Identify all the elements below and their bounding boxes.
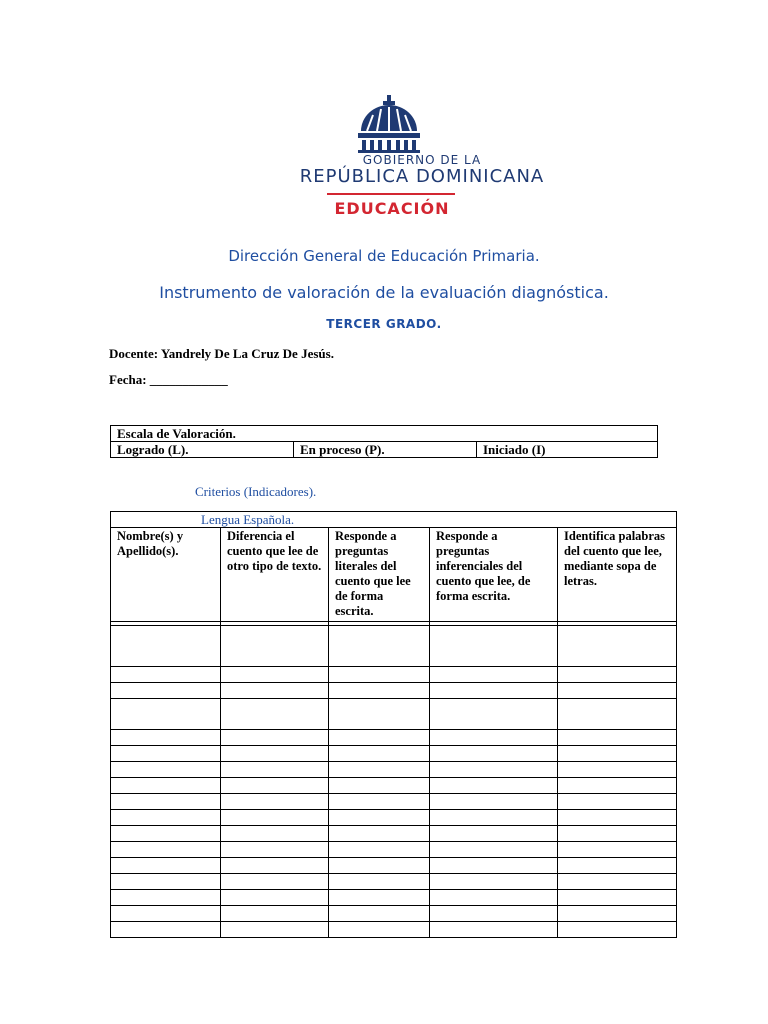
student-cell <box>111 810 221 826</box>
grado-heading: TERCER GRADO. <box>326 317 442 331</box>
student-cell <box>558 730 677 746</box>
student-cell <box>111 778 221 794</box>
student-cell <box>111 858 221 874</box>
student-cell <box>558 794 677 810</box>
student-cell <box>430 906 558 922</box>
student-cell <box>329 906 430 922</box>
student-cell <box>430 842 558 858</box>
student-cell <box>221 730 329 746</box>
student-row <box>111 874 677 890</box>
student-cell <box>329 810 430 826</box>
student-cell <box>430 667 558 683</box>
column-header: Responde a preguntas literales del cuento que lee de forma escrita. <box>329 528 430 622</box>
student-cell <box>430 730 558 746</box>
student-row <box>111 794 677 810</box>
logo-line3: EDUCACIÓN <box>334 199 450 218</box>
logo-divider <box>327 193 455 195</box>
student-cell <box>430 778 558 794</box>
student-cell <box>329 922 430 938</box>
student-cell <box>221 922 329 938</box>
escala-table <box>110 425 658 458</box>
student-cell <box>221 626 329 667</box>
student-row <box>111 922 677 938</box>
student-cell <box>111 842 221 858</box>
student-cell <box>111 699 221 730</box>
student-cell <box>558 842 677 858</box>
student-cell <box>558 874 677 890</box>
student-cell <box>221 890 329 906</box>
student-cell <box>329 858 430 874</box>
student-row <box>111 746 677 762</box>
student-cell <box>111 922 221 938</box>
column-header: Responde a preguntas inferenciales del cuento que lee, de forma escrita. <box>430 528 558 622</box>
student-cell <box>329 667 430 683</box>
student-cell <box>430 922 558 938</box>
student-cell <box>430 890 558 906</box>
student-cell <box>329 842 430 858</box>
student-cell <box>221 699 329 730</box>
student-cell <box>558 810 677 826</box>
student-cell <box>221 683 329 699</box>
student-cell <box>558 778 677 794</box>
student-cell <box>221 906 329 922</box>
student-row <box>111 730 677 746</box>
student-row <box>111 667 677 683</box>
student-row <box>111 762 677 778</box>
student-cell <box>329 890 430 906</box>
dome-icon <box>358 95 420 153</box>
student-cell <box>558 858 677 874</box>
criterios-heading: Criterios (Indicadores). <box>195 484 317 499</box>
student-cell <box>558 906 677 922</box>
student-cell <box>221 667 329 683</box>
student-cell <box>111 730 221 746</box>
student-cell <box>430 810 558 826</box>
student-cell <box>111 906 221 922</box>
logo-line2: REPÚBLICA DOMINICANA <box>299 166 545 187</box>
student-row <box>111 810 677 826</box>
student-cell <box>111 890 221 906</box>
student-row <box>111 683 677 699</box>
student-cell <box>430 762 558 778</box>
student-cell <box>329 730 430 746</box>
student-cell <box>329 778 430 794</box>
student-cell <box>329 826 430 842</box>
student-cell <box>221 826 329 842</box>
student-cell <box>329 794 430 810</box>
student-cell <box>221 858 329 874</box>
student-cell <box>221 778 329 794</box>
escala-title: Escala de Valoración. <box>111 426 658 442</box>
student-cell <box>221 746 329 762</box>
escala-level: Iniciado (I) <box>477 442 658 458</box>
student-cell <box>221 810 329 826</box>
student-row <box>111 699 677 730</box>
student-cell <box>430 683 558 699</box>
evaluation-table <box>110 511 677 938</box>
student-cell <box>558 667 677 683</box>
instrumento-heading: Instrumento de valoración de la evaluación diagnóstica. <box>159 283 609 302</box>
logo-line1: GOBIERNO DE LA <box>362 153 482 167</box>
column-header: Diferencia el cuento que lee de otro tipo de texto. <box>221 528 329 622</box>
escala-level: En proceso (P). <box>294 442 477 458</box>
student-cell <box>329 626 430 667</box>
student-cell <box>558 683 677 699</box>
student-row <box>111 890 677 906</box>
student-cell <box>221 874 329 890</box>
student-row <box>111 858 677 874</box>
student-cell <box>558 890 677 906</box>
student-cell <box>221 762 329 778</box>
column-header: Nombre(s) y Apellido(s). <box>111 528 221 622</box>
student-cell <box>111 826 221 842</box>
student-cell <box>430 874 558 890</box>
student-cell <box>558 626 677 667</box>
student-cell <box>111 626 221 667</box>
student-cell <box>558 922 677 938</box>
direccion-heading: Dirección General de Educación Primaria. <box>228 247 540 265</box>
student-row <box>111 626 677 667</box>
student-cell <box>329 874 430 890</box>
student-row <box>111 778 677 794</box>
student-cell <box>430 858 558 874</box>
student-cell <box>111 874 221 890</box>
student-cell <box>329 762 430 778</box>
escala-level: Logrado (L). <box>111 442 294 458</box>
student-cell <box>430 746 558 762</box>
student-cell <box>111 683 221 699</box>
student-cell <box>430 826 558 842</box>
docente-line: Docente: Yandrely De La Cruz De Jesús. <box>109 346 334 361</box>
student-cell <box>430 626 558 667</box>
student-cell <box>221 842 329 858</box>
student-row <box>111 826 677 842</box>
student-cell <box>430 699 558 730</box>
student-cell <box>558 746 677 762</box>
gobierno-logo <box>299 95 545 225</box>
student-cell <box>111 794 221 810</box>
student-cell <box>558 762 677 778</box>
student-cell <box>558 826 677 842</box>
student-row <box>111 842 677 858</box>
subject-label: Lengua Española. <box>111 512 677 528</box>
student-cell <box>430 794 558 810</box>
student-cell <box>329 746 430 762</box>
student-cell <box>329 699 430 730</box>
student-cell <box>111 762 221 778</box>
student-cell <box>558 699 677 730</box>
student-cell <box>111 746 221 762</box>
student-cell <box>111 667 221 683</box>
student-row <box>111 906 677 922</box>
student-cell <box>329 683 430 699</box>
fecha-line: Fecha: ____________ <box>109 372 228 387</box>
student-cell <box>221 794 329 810</box>
column-header: Identifica palabras del cuento que lee, mediante sopa de letras. <box>558 528 677 622</box>
